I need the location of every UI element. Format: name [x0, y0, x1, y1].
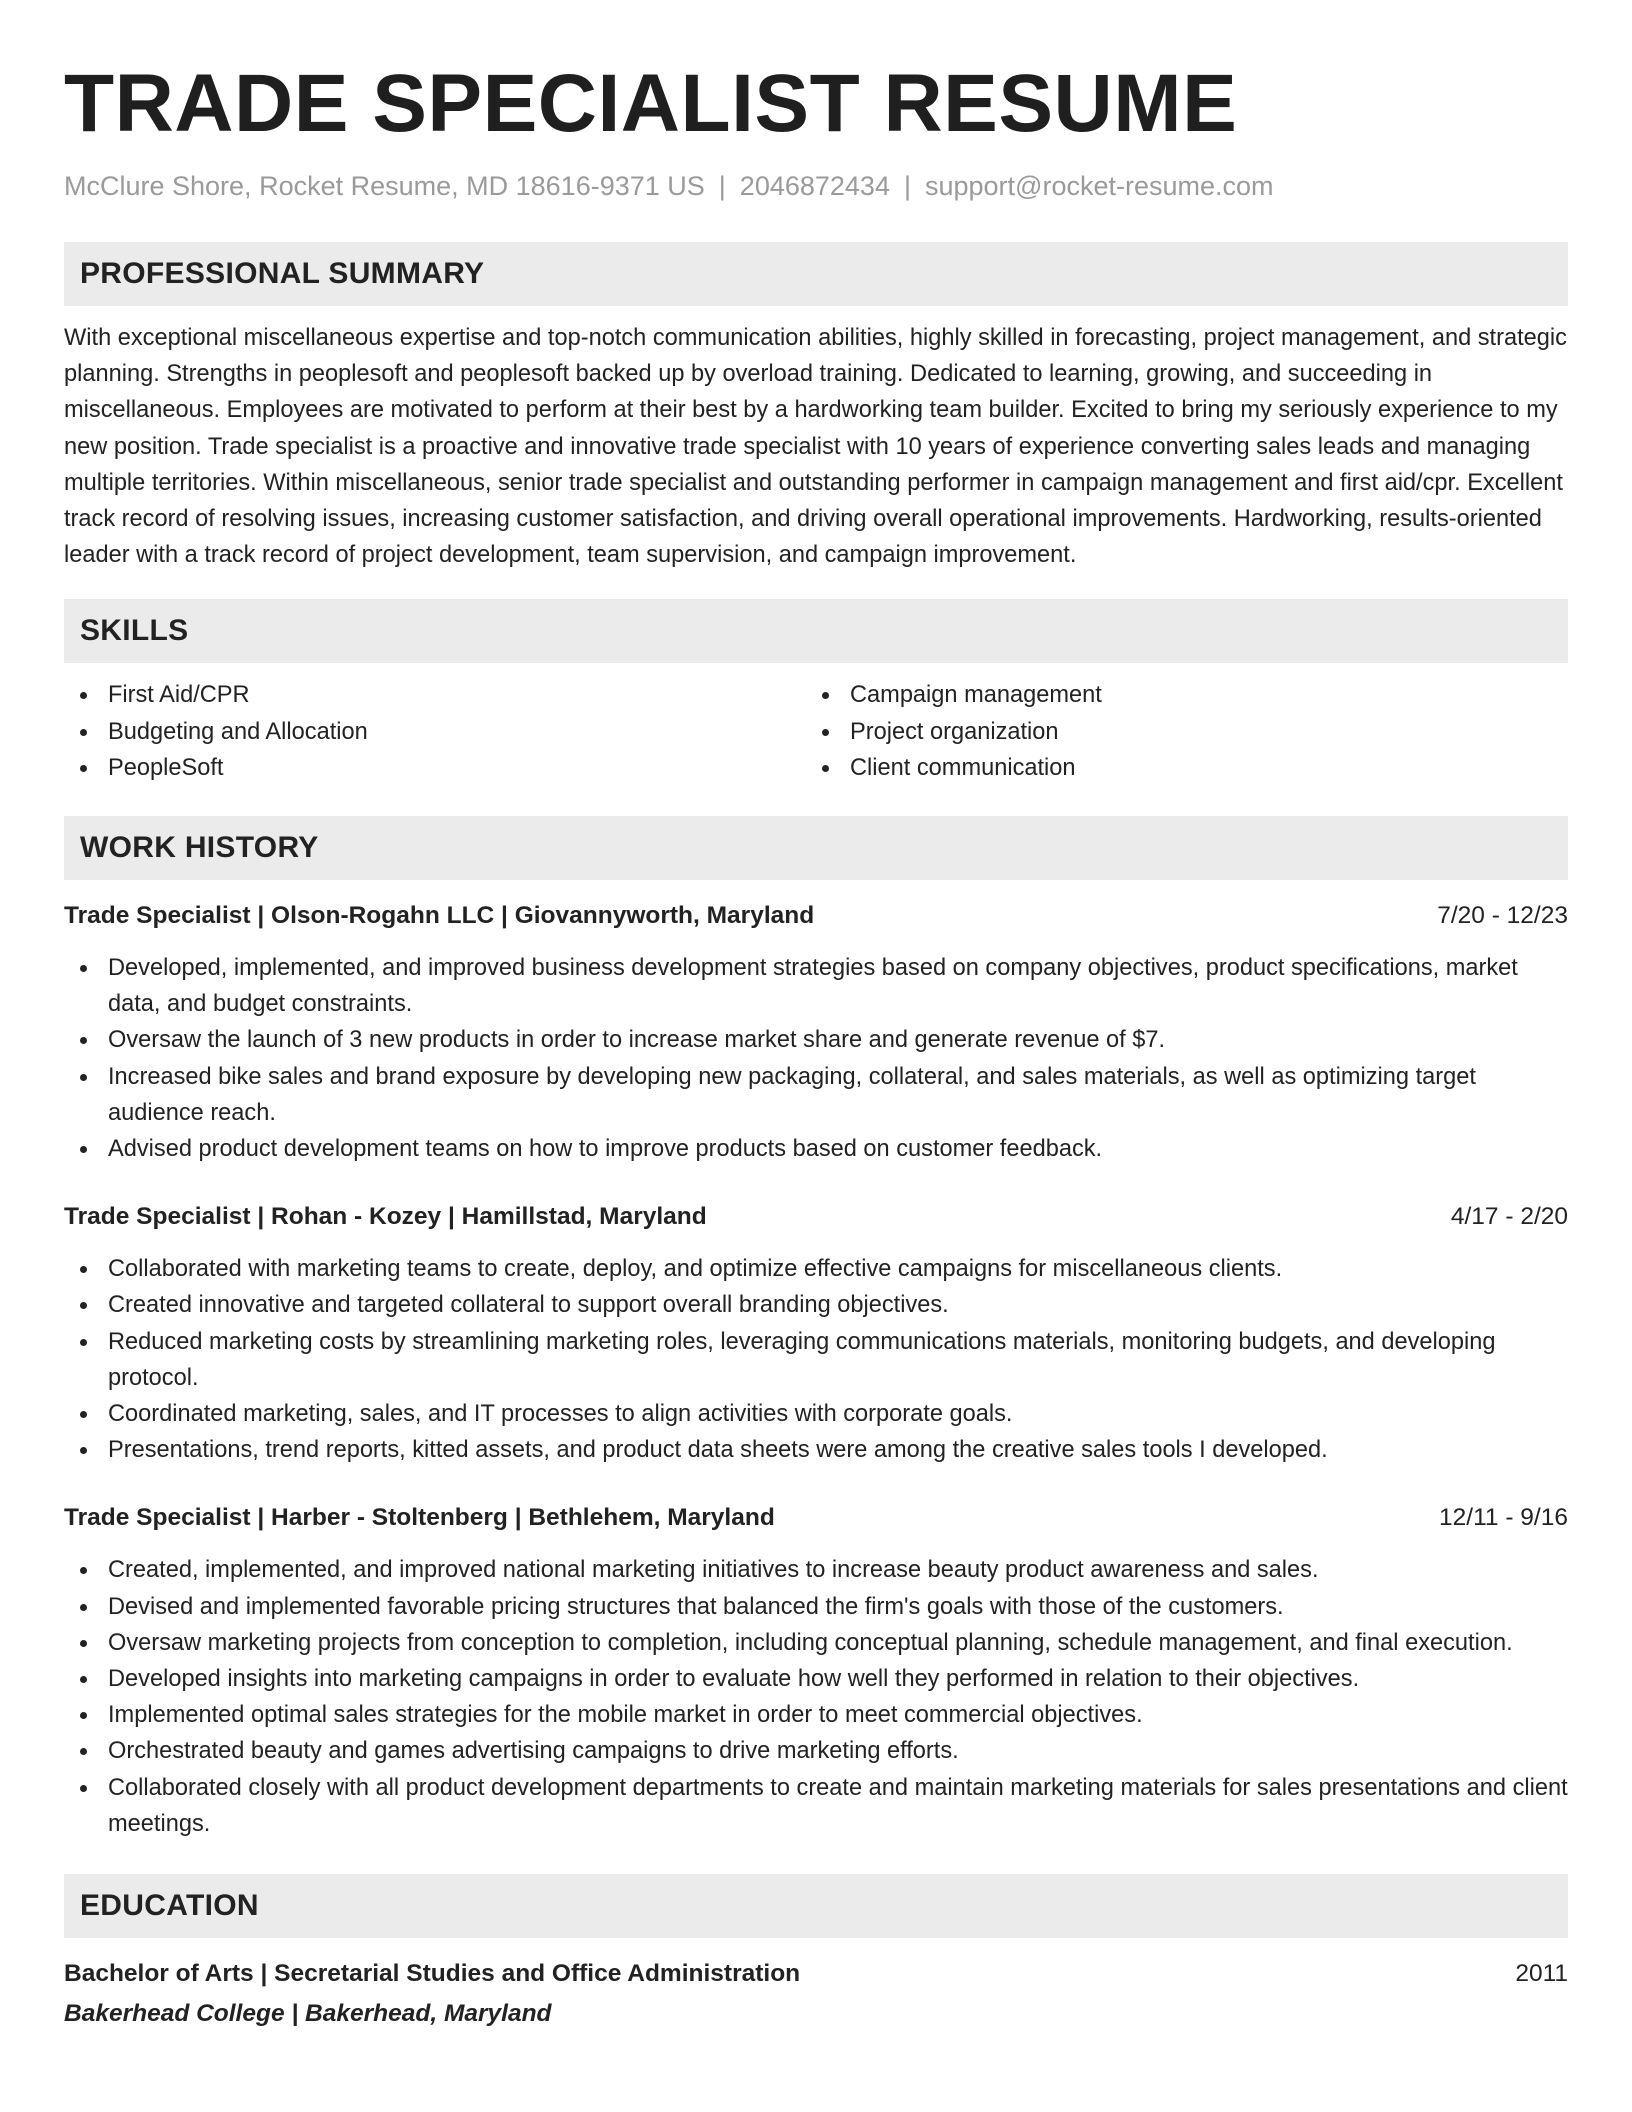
contact-separator: | — [718, 171, 726, 201]
education-header — [64, 1956, 1568, 1992]
job-bullets — [64, 1552, 1568, 1842]
section-heading-education: EDUCATION — [64, 1874, 1568, 1938]
job-bullets — [64, 950, 1568, 1167]
job-header — [64, 1199, 1568, 1235]
contact-phone: 2046872434 — [739, 171, 890, 201]
job-title: Trade Specialist | Rohan - Kozey | Hamillstad, Maryland — [64, 1203, 707, 1231]
skill-item: Budgeting and Allocation — [64, 714, 806, 750]
job-bullet: Collaborated with marketing teams to create, deploy, and optimize effective campaigns for miscellaneous clients. — [64, 1251, 1568, 1287]
contact-email: support@rocket-resume.com — [924, 171, 1274, 201]
job-bullet: Orchestrated beauty and games advertising campaigns to drive marketing efforts. — [64, 1733, 1568, 1769]
education-year: 2011 — [1515, 1960, 1568, 1988]
job-bullet: Developed insights into marketing campaigns in order to evaluate how well they performed in relation to their objectives. — [64, 1661, 1568, 1697]
contact-address: McClure Shore, Rocket Resume, MD 18616-9371 US — [64, 171, 705, 201]
job-bullet: Developed, implemented, and improved business development strategies based on company objectives, product specifications, market data, and budget constraints. — [64, 950, 1568, 1022]
job-bullet: Advised product development teams on how to improve products based on customer feedback. — [64, 1131, 1568, 1167]
job-header — [64, 898, 1568, 934]
contact-separator: | — [903, 171, 911, 201]
job-entry — [64, 1199, 1568, 1468]
job-title: Trade Specialist | Olson-Rogahn LLC | Giovannyworth, Maryland — [64, 902, 815, 930]
section-heading-skills: SKILLS — [64, 599, 1568, 663]
job-bullet: Reduced marketing costs by streamlining marketing roles, leveraging communications materials, monitoring budgets, and developing protocol. — [64, 1324, 1568, 1396]
contact-line — [64, 168, 1568, 204]
job-bullet: Presentations, trend reports, kitted assets, and product data sheets were among the creative sales tools I developed. — [64, 1432, 1568, 1468]
job-bullet: Oversaw the launch of 3 new products in order to increase market share and generate revenue of $7. — [64, 1022, 1568, 1058]
skill-item: PeopleSoft — [64, 750, 806, 786]
resume-title: TRADE SPECIALIST RESUME — [64, 58, 1238, 149]
summary-paragraph: With exceptional miscellaneous expertise and top-notch communication abilities, highly skilled in forecasting, project management, and strategic planning. Strengths in peoplesoft and peoplesoft backed up by overload training. Dedicated to learning, growing, and succeeding in miscellaneous. Employees are motivated to perform at their best by a hardworking team builder. Excited to bring my seriously experience to my new position. Trade specialist is a proactive and innovative trade specialist with 10 years of experience converting sales leads and managing multiple territories. Within miscellaneous, senior trade specialist and outstanding performer in campaign management and first aid/cpr. Excellent track record of resolving issues, increasing customer satisfaction, and driving overall operational improvements. Hardworking, results-oriented leader with a track record of project development, team supervision, and campaign improvement. — [64, 325, 1567, 569]
skill-item: Campaign management — [806, 677, 1568, 713]
job-entry — [64, 1500, 1568, 1842]
job-bullet: Increased bike sales and brand exposure by developing new packaging, collateral, and sales materials, as well as optimizing target audience reach. — [64, 1059, 1568, 1131]
skill-item: Client communication — [806, 750, 1568, 786]
skill-item: Project organization — [806, 714, 1568, 750]
section-heading-summary: PROFESSIONAL SUMMARY — [64, 242, 1568, 306]
skills-column-left — [64, 677, 806, 786]
job-bullet: Collaborated closely with all product development departments to create and maintain marketing materials for sales presentations and client meetings. — [64, 1770, 1568, 1842]
job-bullet: Implemented optimal sales strategies for the mobile market in order to meet commercial objectives. — [64, 1697, 1568, 1733]
section-heading-work-history: WORK HISTORY — [64, 816, 1568, 880]
job-title: Trade Specialist | Harber - Stoltenberg | Bethlehem, Maryland — [64, 1504, 775, 1532]
job-dates: 12/11 - 9/16 — [1439, 1504, 1568, 1532]
job-bullet: Coordinated marketing, sales, and IT processes to align activities with corporate goals. — [64, 1396, 1568, 1432]
skill-item: First Aid/CPR — [64, 677, 806, 713]
education-degree: Bachelor of Arts | Secretarial Studies and Office Administration — [64, 1960, 801, 1988]
job-bullet: Oversaw marketing projects from conception to completion, including conceptual planning, schedule management, and final execution. — [64, 1625, 1568, 1661]
education-school: Bakerhead College | Bakerhead, Maryland — [64, 2000, 552, 2028]
job-bullet: Created innovative and targeted collateral to support overall branding objectives. — [64, 1287, 1568, 1323]
job-bullets — [64, 1251, 1568, 1468]
job-bullet: Created, implemented, and improved national marketing initiatives to increase beauty product awareness and sales. — [64, 1552, 1568, 1588]
skills-list — [64, 677, 1568, 786]
job-entry — [64, 898, 1568, 1167]
job-dates: 4/17 - 2/20 — [1450, 1203, 1568, 1231]
job-header — [64, 1500, 1568, 1536]
job-dates: 7/20 - 12/23 — [1437, 902, 1568, 930]
job-bullet: Devised and implemented favorable pricing structures that balanced the firm's goals with those of the customers. — [64, 1589, 1568, 1625]
skills-column-right — [806, 677, 1568, 786]
